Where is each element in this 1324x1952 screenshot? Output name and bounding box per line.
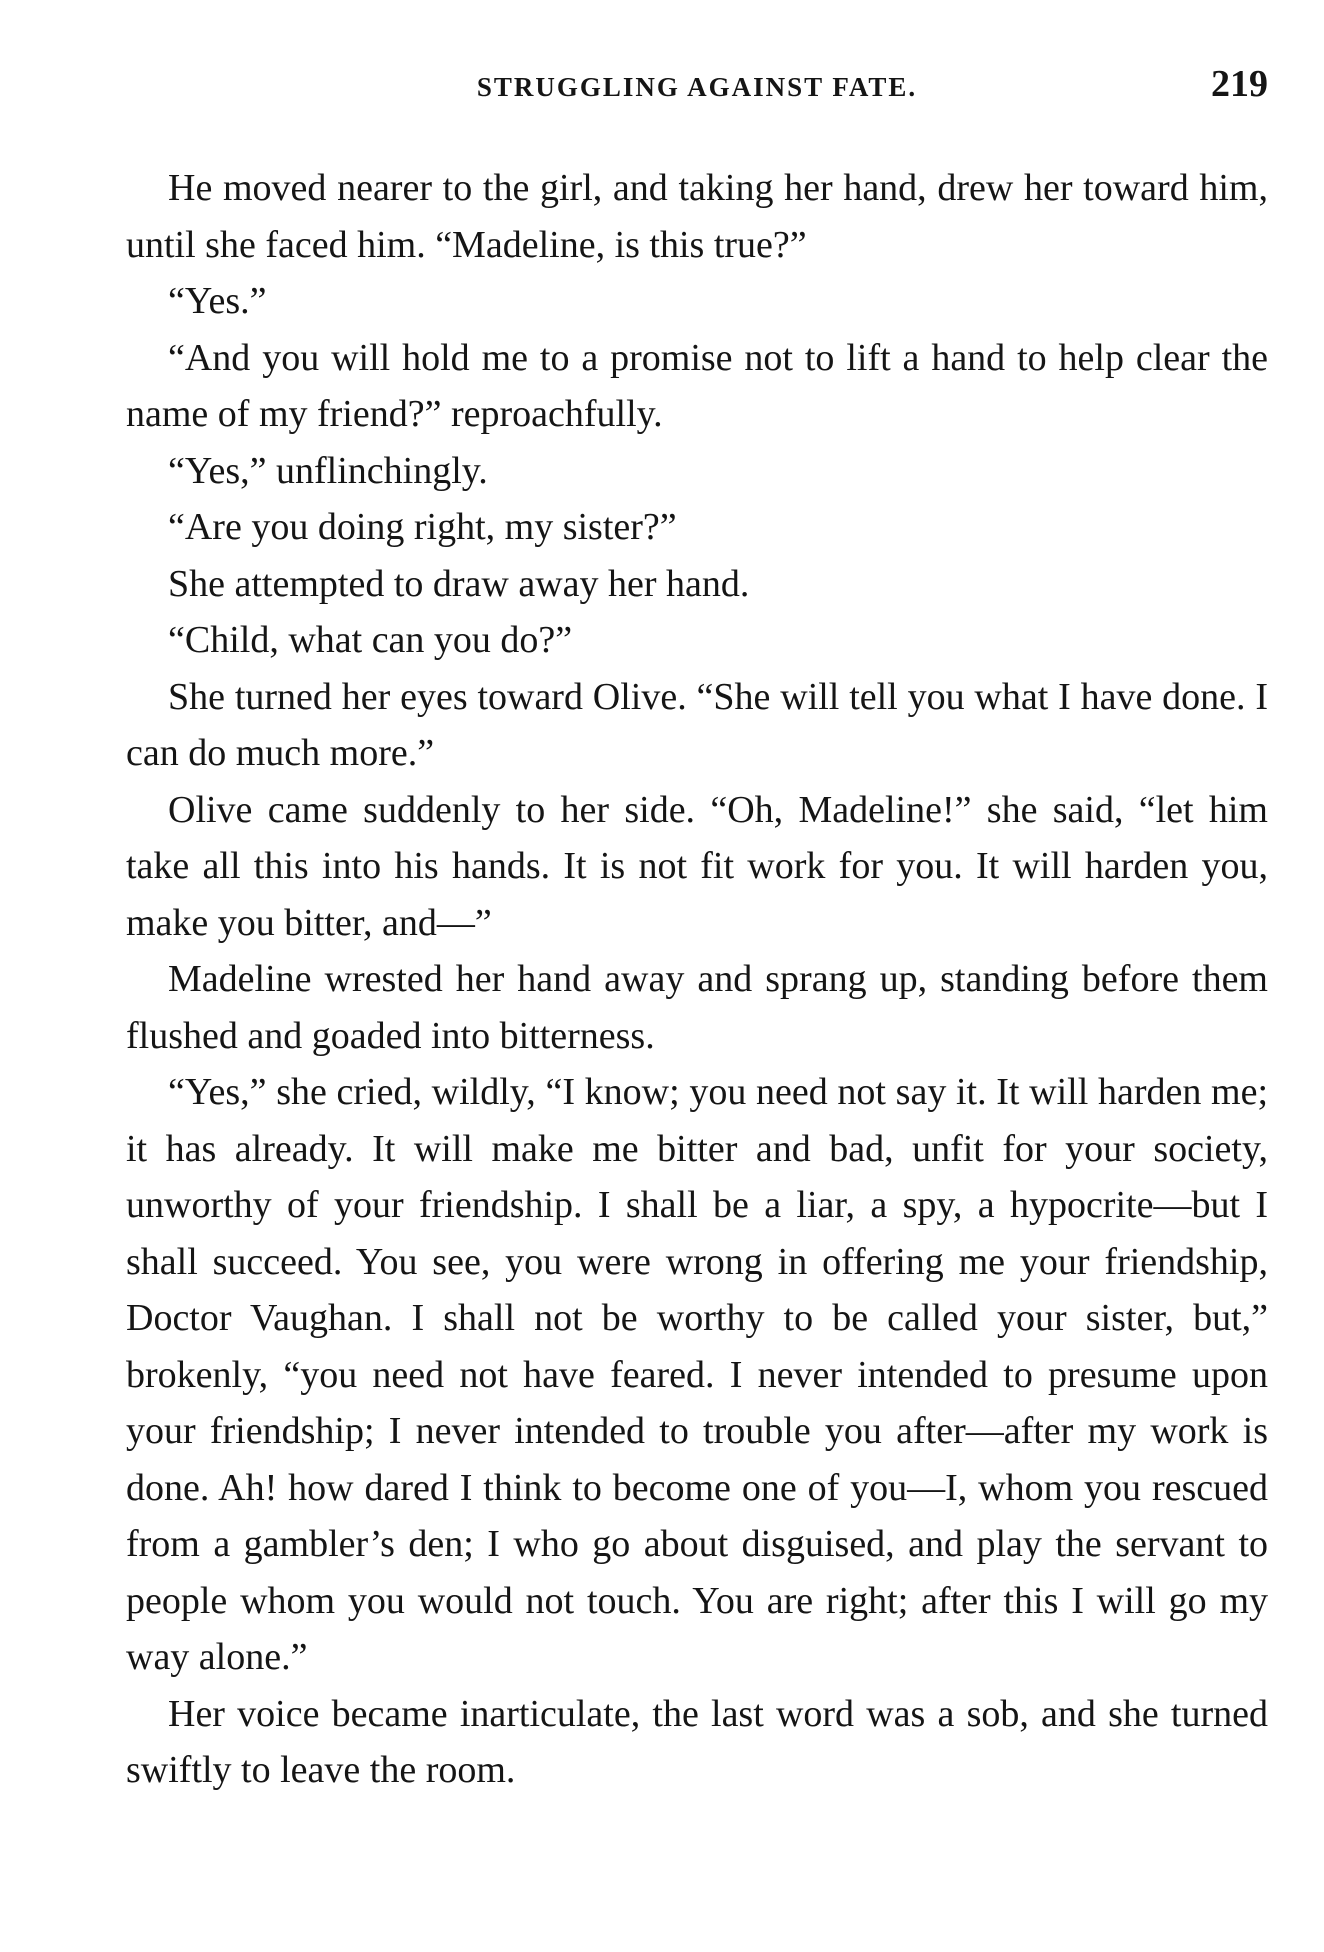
page-header <box>126 62 1268 118</box>
paragraph: Olive came suddenly to her side. “Oh, Madeline!” she said, “let him take all this into his hands. It is not fit work for you. It will harden you, make you bitter, and—” <box>126 788 1268 944</box>
paragraph: She turned her eyes toward Olive. “She will tell you what I have done. I can do much more.” <box>126 675 1268 774</box>
running-title: STRUGGLING AGAINST FATE. <box>476 72 918 102</box>
paragraph: “Yes,” unflinchingly. <box>168 449 488 492</box>
paragraph: She attempted to draw away her hand. <box>168 562 750 605</box>
paragraph: He moved nearer to the girl, and taking her hand, drew her toward him, until she faced him. “Madeline, is this true?” <box>126 167 1268 266</box>
paragraph: “Are you doing right, my sister?” <box>168 506 677 548</box>
body-text <box>126 160 1268 1799</box>
paragraph: Madeline wrested her hand away and sprang up, standing before them flushed and goaded into bitterness. <box>126 958 1268 1057</box>
paragraph: “And you will hold me to a promise not to lift a hand to help clear the name of my friend?” reproachfully. <box>126 336 1268 435</box>
page-number: 219 <box>1211 63 1268 105</box>
paragraph: “Child, what can you do?” <box>168 619 573 661</box>
paragraph: “Yes.” <box>168 280 267 322</box>
paragraph: “Yes,” she cried, wildly, “I know; you need not say it. It will harden me; it has already. It will make me bitter and bad, unfit for your society, unworthy of your friendship. I shall be a liar, a spy, a hypocrite—but I shall succeed. You see, you were wrong in offering me your friendship, Doctor Vaughan. I shall not be worthy to be called your sister, but,” brokenly, “you need not have feared. I never intended to presume upon your friendship; I never intended to trouble you after—after my work is done. Ah! how dared I think to become one of you—I, whom you rescued from a gambler’s den; I who go about disguised, and play the servant to people whom you would not touch. You are right; after this I will go my way alone.” <box>126 1071 1268 1678</box>
paragraph: Her voice became inarticulate, the last word was a sob, and she turned swiftly to leave the room. <box>126 1692 1268 1791</box>
